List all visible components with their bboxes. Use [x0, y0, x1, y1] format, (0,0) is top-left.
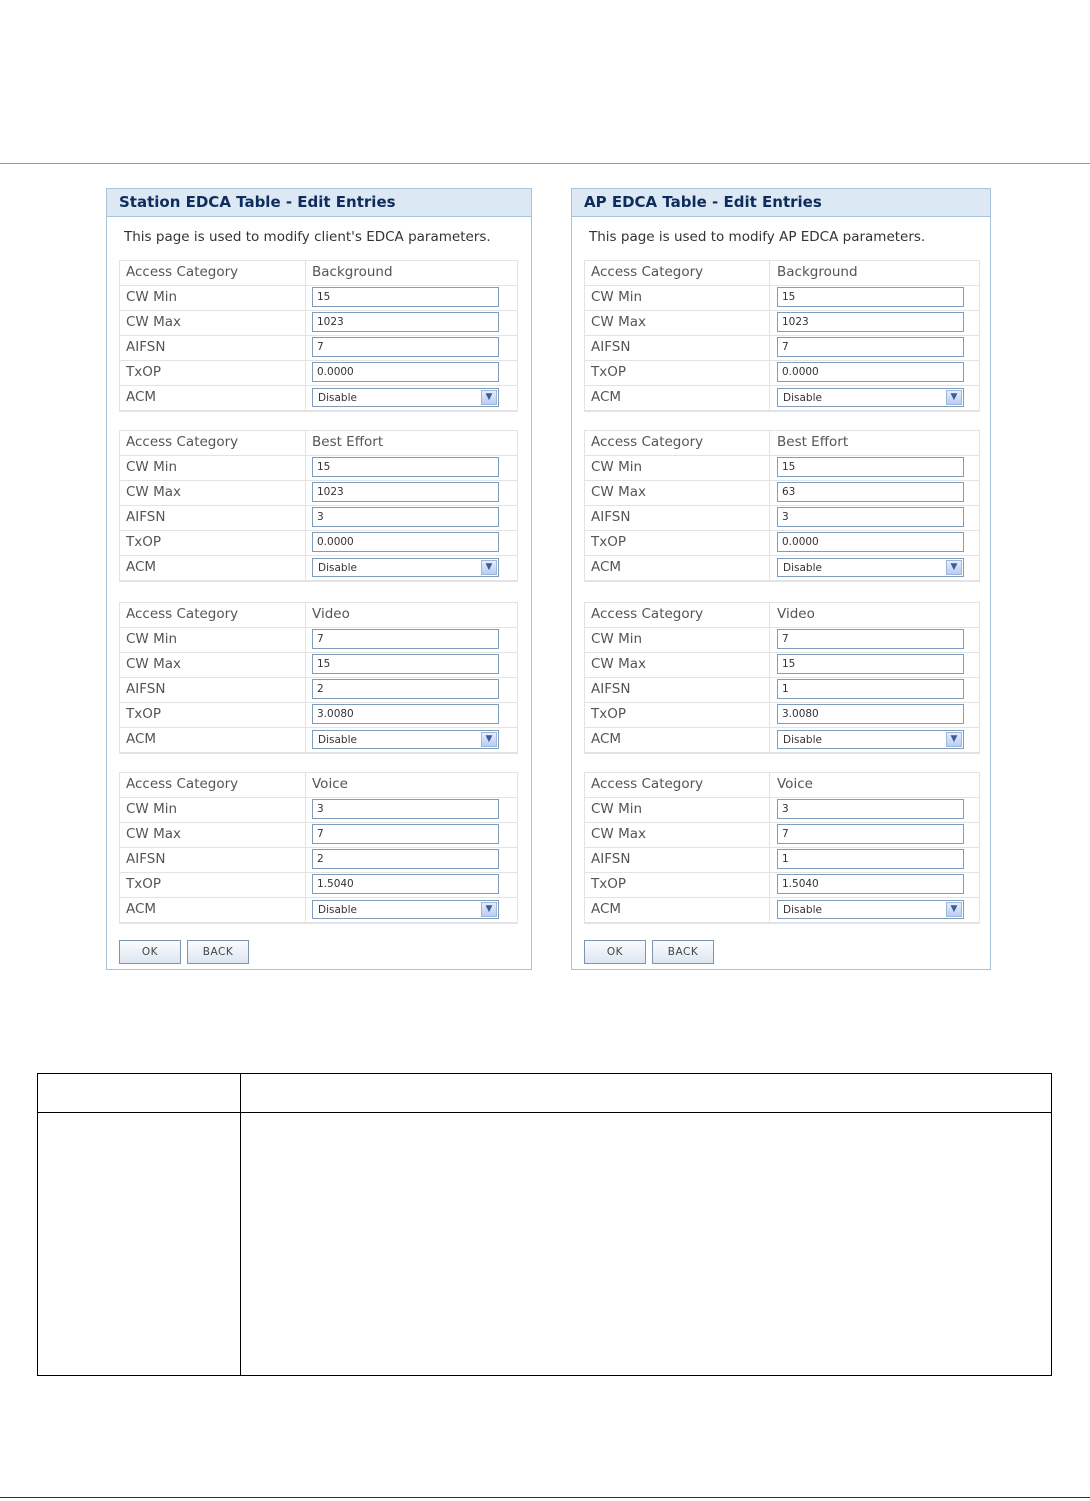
- column-divider: [305, 628, 306, 652]
- access-category-value: Best Effort: [312, 434, 384, 450]
- acm-select[interactable]: [312, 558, 499, 577]
- cw-max-label: CW Max: [126, 826, 181, 842]
- txop-input[interactable]: [312, 532, 499, 552]
- cw-max-row: [120, 653, 517, 678]
- ap-panel-description: This page is used to modify AP EDCA parameters.: [589, 229, 926, 245]
- cw-max-row: [585, 653, 979, 678]
- access-category-value: Voice: [312, 776, 348, 792]
- ap-button-bar: [572, 940, 990, 980]
- aifsn-input[interactable]: [777, 337, 964, 357]
- acm-label: ACM: [591, 731, 622, 747]
- column-divider: [305, 311, 306, 335]
- acm-row: [585, 728, 979, 753]
- cw-min-label: CW Min: [591, 289, 643, 305]
- cw-max-row: [120, 311, 517, 336]
- column-divider: [305, 798, 306, 822]
- cw-min-label: CW Min: [126, 459, 178, 475]
- access-category-row: [585, 772, 979, 798]
- cw-min-row: [120, 456, 517, 481]
- aifsn-row: [120, 678, 517, 703]
- txop-row: [120, 361, 517, 386]
- station-panel-title: Station EDCA Table - Edit Entries: [107, 189, 531, 217]
- txop-row: [120, 531, 517, 556]
- txop-input[interactable]: [312, 704, 499, 724]
- station-ok-button[interactable]: OK: [119, 940, 181, 964]
- cw-min-input[interactable]: [777, 287, 964, 307]
- cw-min-input[interactable]: [312, 457, 499, 477]
- ap-panel-title: AP EDCA Table - Edit Entries: [572, 189, 990, 217]
- acm-select[interactable]: [777, 558, 964, 577]
- cw-max-row: [120, 823, 517, 848]
- aifsn-row: [585, 678, 979, 703]
- column-divider: [769, 431, 770, 455]
- access-category-value: Background: [777, 264, 858, 280]
- access-category-label: Access Category: [591, 776, 704, 792]
- acm-select-value: Disable: [783, 734, 822, 746]
- column-divider: [769, 481, 770, 505]
- cw-min-row: [585, 286, 979, 311]
- ap-edca-panel: [571, 188, 991, 970]
- acm-label: ACM: [591, 901, 622, 917]
- chevron-down-icon[interactable]: ▼: [946, 902, 962, 917]
- acm-select[interactable]: [777, 900, 964, 919]
- access-category-row: [120, 430, 517, 456]
- aifsn-input[interactable]: [312, 507, 499, 527]
- acm-select[interactable]: [312, 388, 499, 407]
- aifsn-row: [585, 848, 979, 873]
- acm-label: ACM: [126, 559, 157, 575]
- cw-min-input[interactable]: [312, 629, 499, 649]
- column-divider: [305, 773, 306, 797]
- aifsn-label: AIFSN: [591, 851, 631, 867]
- aifsn-row: [585, 336, 979, 361]
- txop-row: [585, 361, 979, 386]
- access-category-label: Access Category: [591, 264, 704, 280]
- txop-label: TxOP: [591, 364, 627, 380]
- column-divider: [305, 823, 306, 847]
- column-divider: [769, 456, 770, 480]
- access-category-row: [585, 602, 979, 628]
- acm-row: [585, 386, 979, 411]
- chevron-down-icon[interactable]: ▼: [481, 902, 497, 917]
- column-divider: [305, 531, 306, 555]
- aifsn-label: AIFSN: [126, 681, 166, 697]
- column-divider: [769, 678, 770, 702]
- edca-group-video: [119, 602, 518, 754]
- aifsn-label: AIFSN: [591, 509, 631, 525]
- cw-min-label: CW Min: [126, 289, 178, 305]
- column-divider: [769, 823, 770, 847]
- access-category-label: Access Category: [126, 606, 239, 622]
- column-divider: [769, 628, 770, 652]
- edca-group-background: [584, 260, 980, 412]
- bottom-divider: [0, 1497, 1090, 1498]
- aifsn-row: [120, 336, 517, 361]
- aifsn-label: AIFSN: [591, 681, 631, 697]
- cw-max-label: CW Max: [591, 484, 646, 500]
- aifsn-input[interactable]: [777, 679, 964, 699]
- column-divider: [305, 678, 306, 702]
- aifsn-row: [120, 848, 517, 873]
- cw-min-row: [585, 798, 979, 823]
- cw-max-label: CW Max: [591, 656, 646, 672]
- column-divider: [305, 481, 306, 505]
- column-divider: [305, 873, 306, 897]
- station-button-bar: [107, 940, 531, 980]
- cw-max-label: CW Max: [591, 314, 646, 330]
- acm-label: ACM: [591, 559, 622, 575]
- txop-input[interactable]: [312, 874, 499, 894]
- column-divider: [305, 898, 306, 922]
- column-divider: [305, 603, 306, 627]
- cw-max-row: [585, 311, 979, 336]
- cw-min-row: [120, 286, 517, 311]
- acm-select-value: Disable: [783, 562, 822, 574]
- column-divider: [305, 556, 306, 580]
- cw-min-input[interactable]: [312, 799, 499, 819]
- ap-ok-button[interactable]: OK: [584, 940, 646, 964]
- acm-select-value: Disable: [318, 904, 357, 916]
- access-category-label: Access Category: [126, 776, 239, 792]
- acm-label: ACM: [126, 389, 157, 405]
- column-divider: [305, 336, 306, 360]
- cw-max-input[interactable]: [312, 824, 499, 844]
- column-divider: [305, 506, 306, 530]
- access-category-value: Best Effort: [777, 434, 849, 450]
- top-divider: [0, 163, 1090, 164]
- acm-select[interactable]: [777, 730, 964, 749]
- column-divider: [305, 431, 306, 455]
- cw-min-label: CW Min: [591, 801, 643, 817]
- column-divider: [305, 261, 306, 285]
- column-divider: [305, 286, 306, 310]
- txop-input[interactable]: [777, 532, 964, 552]
- access-category-row: [120, 772, 517, 798]
- cw-min-label: CW Min: [126, 631, 178, 647]
- cw-max-input[interactable]: [777, 482, 964, 502]
- cw-min-input[interactable]: [777, 629, 964, 649]
- column-divider: [305, 703, 306, 727]
- txop-input[interactable]: [777, 874, 964, 894]
- aifsn-row: [585, 506, 979, 531]
- cw-max-row: [585, 823, 979, 848]
- txop-input[interactable]: [777, 704, 964, 724]
- chevron-down-icon[interactable]: ▼: [946, 390, 962, 405]
- column-divider: [769, 728, 770, 752]
- access-category-value: Voice: [777, 776, 813, 792]
- aifsn-input[interactable]: [777, 849, 964, 869]
- column-divider: [305, 653, 306, 677]
- column-divider: [769, 898, 770, 922]
- column-divider: [305, 728, 306, 752]
- aifsn-input[interactable]: [312, 337, 499, 357]
- acm-row: [120, 556, 517, 581]
- column-divider: [769, 603, 770, 627]
- access-category-label: Access Category: [126, 264, 239, 280]
- txop-label: TxOP: [126, 876, 162, 892]
- column-divider: [769, 311, 770, 335]
- aifsn-label: AIFSN: [126, 509, 166, 525]
- cw-max-label: CW Max: [591, 826, 646, 842]
- edca-group-voice: [584, 772, 980, 924]
- cw-max-label: CW Max: [126, 484, 181, 500]
- acm-label: ACM: [126, 731, 157, 747]
- station-back-button[interactable]: BACK: [187, 940, 249, 964]
- access-category-label: Access Category: [126, 434, 239, 450]
- column-divider: [769, 773, 770, 797]
- txop-row: [585, 873, 979, 898]
- acm-select[interactable]: [312, 730, 499, 749]
- cw-min-input[interactable]: [777, 457, 964, 477]
- txop-row: [585, 531, 979, 556]
- description-table-column-divider: [240, 1074, 241, 1375]
- txop-label: TxOP: [591, 876, 627, 892]
- cw-max-input[interactable]: [312, 482, 499, 502]
- column-divider: [769, 848, 770, 872]
- column-divider: [769, 653, 770, 677]
- txop-input[interactable]: [312, 362, 499, 382]
- txop-row: [585, 703, 979, 728]
- access-category-row: [120, 602, 517, 628]
- access-category-label: Access Category: [591, 434, 704, 450]
- chevron-down-icon[interactable]: ▼: [481, 732, 497, 747]
- cw-min-input[interactable]: [312, 287, 499, 307]
- cw-min-row: [585, 628, 979, 653]
- access-category-value: Background: [312, 264, 393, 280]
- access-category-label: Access Category: [591, 606, 704, 622]
- column-divider: [769, 286, 770, 310]
- cw-min-row: [120, 628, 517, 653]
- cw-max-label: CW Max: [126, 656, 181, 672]
- column-divider: [769, 261, 770, 285]
- acm-select-value: Disable: [783, 904, 822, 916]
- txop-label: TxOP: [126, 534, 162, 550]
- aifsn-input[interactable]: [777, 507, 964, 527]
- chevron-down-icon[interactable]: ▼: [946, 560, 962, 575]
- txop-row: [120, 873, 517, 898]
- edca-group-video: [584, 602, 980, 754]
- edca-group-background: [119, 260, 518, 412]
- cw-max-input[interactable]: [777, 312, 964, 332]
- access-category-value: Video: [312, 606, 350, 622]
- description-table-header-divider: [38, 1112, 1051, 1113]
- acm-row: [120, 898, 517, 923]
- access-category-value: Video: [777, 606, 815, 622]
- column-divider: [769, 386, 770, 410]
- txop-input[interactable]: [777, 362, 964, 382]
- cw-max-input[interactable]: [777, 824, 964, 844]
- acm-select[interactable]: [777, 388, 964, 407]
- chevron-down-icon[interactable]: ▼: [481, 390, 497, 405]
- acm-row: [585, 898, 979, 923]
- edca-group-best-effort: [119, 430, 518, 582]
- txop-row: [120, 703, 517, 728]
- acm-row: [120, 728, 517, 753]
- acm-row: [585, 556, 979, 581]
- column-divider: [769, 361, 770, 385]
- column-divider: [769, 556, 770, 580]
- chevron-down-icon[interactable]: ▼: [946, 732, 962, 747]
- acm-select-value: Disable: [318, 734, 357, 746]
- cw-max-input[interactable]: [312, 312, 499, 332]
- aifsn-label: AIFSN: [591, 339, 631, 355]
- column-divider: [769, 703, 770, 727]
- acm-select[interactable]: [312, 900, 499, 919]
- acm-select-value: Disable: [318, 562, 357, 574]
- edca-group-best-effort: [584, 430, 980, 582]
- column-divider: [769, 531, 770, 555]
- cw-min-input[interactable]: [777, 799, 964, 819]
- cw-min-label: CW Min: [591, 459, 643, 475]
- column-divider: [769, 873, 770, 897]
- cw-max-label: CW Max: [126, 314, 181, 330]
- column-divider: [305, 361, 306, 385]
- acm-label: ACM: [591, 389, 622, 405]
- access-category-row: [585, 260, 979, 286]
- ap-back-button[interactable]: BACK: [652, 940, 714, 964]
- access-category-row: [585, 430, 979, 456]
- cw-max-input[interactable]: [312, 654, 499, 674]
- aifsn-label: AIFSN: [126, 851, 166, 867]
- cw-max-row: [120, 481, 517, 506]
- cw-max-row: [585, 481, 979, 506]
- acm-select-value: Disable: [783, 392, 822, 404]
- cw-min-label: CW Min: [126, 801, 178, 817]
- aifsn-label: AIFSN: [126, 339, 166, 355]
- aifsn-input[interactable]: [312, 679, 499, 699]
- cw-max-input[interactable]: [777, 654, 964, 674]
- txop-label: TxOP: [591, 706, 627, 722]
- column-divider: [769, 336, 770, 360]
- acm-label: ACM: [126, 901, 157, 917]
- column-divider: [305, 848, 306, 872]
- edca-group-voice: [119, 772, 518, 924]
- column-divider: [769, 506, 770, 530]
- column-divider: [305, 456, 306, 480]
- txop-label: TxOP: [126, 364, 162, 380]
- column-divider: [305, 386, 306, 410]
- acm-row: [120, 386, 517, 411]
- column-divider: [769, 798, 770, 822]
- txop-label: TxOP: [126, 706, 162, 722]
- cw-min-row: [120, 798, 517, 823]
- access-category-row: [120, 260, 517, 286]
- station-panel-description: This page is used to modify client's EDCA parameters.: [124, 229, 491, 245]
- station-edca-panel: [106, 188, 532, 970]
- cw-min-row: [585, 456, 979, 481]
- description-table: [37, 1073, 1052, 1376]
- chevron-down-icon[interactable]: ▼: [481, 560, 497, 575]
- aifsn-input[interactable]: [312, 849, 499, 869]
- aifsn-row: [120, 506, 517, 531]
- cw-min-label: CW Min: [591, 631, 643, 647]
- acm-select-value: Disable: [318, 392, 357, 404]
- txop-label: TxOP: [591, 534, 627, 550]
